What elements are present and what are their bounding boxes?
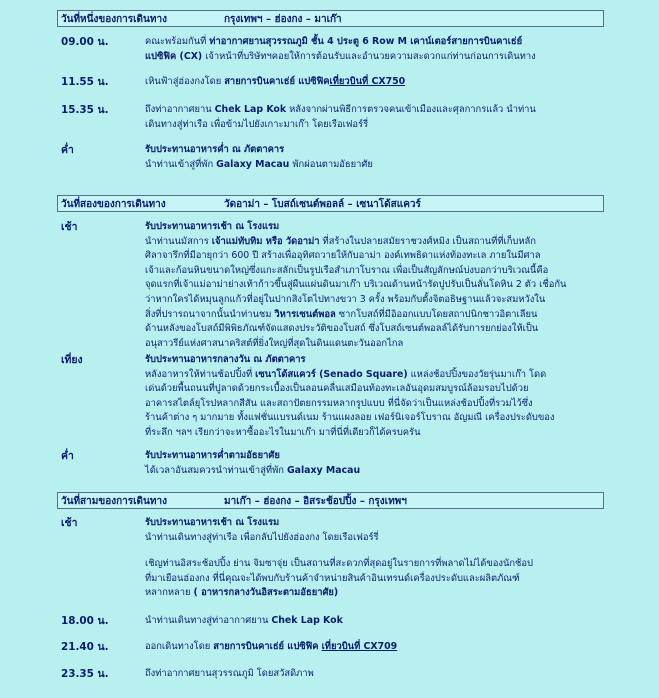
text: ถึงท่าอากาศยาน bbox=[145, 104, 215, 115]
text: ซากโบสถ์ที่มีอิออกแบบโดยสถาปนิกชาวอิตาเลียน bbox=[335, 308, 538, 320]
item-desc bbox=[145, 516, 645, 601]
text: เชิญท่านอิสระช้อปปิ้ง ย่าน จิมซาจุ่ย เป็นสถานที่สะดวกที่สุดอยู่ในรายการที่พลาดไม่ได้ของนักช้อป bbox=[145, 558, 533, 570]
item-time: เช้า bbox=[61, 221, 78, 233]
text-bold: เซนาโด้สแควร์ (Senado Square) bbox=[255, 368, 408, 380]
text: อนุสาวรีย์แห่งศาสนาคริสต์ที่ยิ่งใหญ่ที่สุดในดินแดนตะวันออกไกล bbox=[145, 337, 404, 349]
day1-title: วันที่หนึ่งของการเดินทาง bbox=[61, 14, 167, 25]
text: หลังอาหารให้ท่านช้อปปิ้งที่ bbox=[145, 368, 256, 380]
text: ที่สร้างในปลายสมัยราชวงศ์หมิง เป็นสถานที่ที่เก็บหลัก bbox=[319, 235, 536, 247]
item-desc bbox=[145, 640, 645, 655]
text: นำท่านเดินทางสู่ท่าอากาศยาน bbox=[145, 615, 272, 626]
text: หลากหลาย bbox=[145, 587, 191, 599]
text: อาคารสไตล์ยุโรปหลากสีสัน และสถาปัตยกรรมหลากรูปแบบ ที่นี่จัดว่าเป็นแหล่งช้อปปิ้งที่รวมไว้ซึ่ง bbox=[145, 397, 533, 409]
item-desc bbox=[145, 220, 645, 351]
text: เดินทางสู่ท่าเรือ เพื่อข้ามไปยังเกาะมาเก๊า โดยเรือเฟอร์รี่ bbox=[145, 118, 369, 130]
item-time: 21.40 น. bbox=[61, 641, 109, 653]
text-bold: Chek Lap Kok bbox=[271, 615, 343, 626]
text-bold: วิหารเซนต์พอล bbox=[274, 308, 336, 320]
day3-header bbox=[57, 492, 604, 509]
text: นำท่านเข้าสู่ที่พัก bbox=[145, 158, 217, 170]
meal-heading: รับประทานอาหารกลางวัน ณ ภัตตาคาร bbox=[145, 354, 306, 365]
item-desc bbox=[145, 75, 645, 90]
item-time: 11.55 น. bbox=[61, 76, 109, 88]
flight-number: เที่ยวบินที่ CX709 bbox=[321, 641, 398, 652]
text: ที่ระลึก ฯลฯ เรียกว่าจะหาซื้ออะไรในมาเก๊า มาที่นี่ที่เดียวก็ได้ครบครัน bbox=[145, 426, 421, 438]
text: จุดแรกที่เจ้าแม่อาม่าย่างเท้าก้าวขึ้นสู่ผืนแผ่นดินมาเก๊า บริเวณด้านหน้ารัดปูปรับเป็นลั่นโดหิน 2 ตัว เชื่อกัน bbox=[145, 279, 567, 291]
meal-heading: รับประทานอาหารเช้า ณ โรงแรม bbox=[145, 221, 280, 232]
text: เจ้าและก้อนหินขนาดใหญ่ซึ่งแกะสลักเป็นรูปเรือสำเภาโบราณ เพื่อเป็นสัญลักษณ์บ่งบอกว่าบริเวณนี้คือ bbox=[145, 264, 549, 276]
item-desc bbox=[145, 353, 645, 441]
text: เจ้าหน้าที่บริษัทฯคอยให้การต้อนรับและอำนวยความสะดวกแก่ท่านก่อนการเดินทาง bbox=[202, 50, 536, 62]
text-bold: เจ้าแม่ทับทิม หรือ วัดอาม่า bbox=[211, 235, 320, 247]
day3-route: มาเก๊า – ฮ่องกง – อิสระช้อปปิ้ง – กรุงเทพฯ bbox=[224, 496, 407, 507]
text-bold: สายการบินคาเธ่ย์ แปซิฟิค bbox=[224, 76, 330, 87]
item-desc bbox=[145, 35, 645, 64]
text: ได้เวลาอันสมควรนำท่านเข้าสู่ที่พัก bbox=[145, 464, 287, 476]
text: นำท่านเดินทางสู่ท่าเรือ เพื่อกลับไปยังฮ่องกง โดยเรือเฟอร์รี่ bbox=[145, 531, 379, 543]
item-time: 09.00 น. bbox=[61, 36, 109, 48]
text: หลังจากผ่านพิธีการตรวจคนเข้าเมืองและศุลกากรแล้ว นำท่าน bbox=[286, 104, 536, 115]
text-bold: สายการบินคาเธ่ย์ แปซิฟิค bbox=[213, 641, 319, 652]
item-time: 18.00 น. bbox=[61, 615, 109, 627]
item-desc bbox=[145, 449, 645, 478]
item-desc bbox=[145, 667, 645, 682]
item-time: เช้า bbox=[61, 517, 78, 529]
day3-title: วันที่สามของการเดินทาง bbox=[61, 496, 167, 507]
meal-heading: รับประทานอาหารค่ำตามอัธยาศัย bbox=[145, 450, 280, 461]
text-bold: ท่าอากาศยานสุวรรณภูมิ ชั้น 4 ประตู 6 Row M เคาน์เตอร์สายการบินคาเธ่ย์ bbox=[209, 36, 523, 47]
text: เหินฟ้าสู่ฮ่องกงโดย bbox=[145, 76, 225, 87]
meal-heading: รับประทานอาหารเช้า ณ โรงแรม bbox=[145, 517, 280, 528]
text: ว่าหากใครได้หมุนลูกแก้วที่อยู่ในปากสิงโตไปทางขวา 3 ครั้ง พร้อมกับตั้งจิตอธิษฐานแล้วจะสมหวังใน bbox=[145, 293, 546, 305]
text-bold: ( อาหารกลางวันอิสระตามอัธยาศัย) bbox=[193, 587, 339, 599]
text-bold: Chek Lap Kok bbox=[214, 104, 287, 115]
hotel-name: Galaxy Macau bbox=[216, 158, 290, 170]
text-bold: แปซิฟิค (CX) bbox=[145, 50, 203, 62]
text-bold: รับประทานอาหารค่ำ ณ ภัตตาคาร bbox=[145, 144, 285, 155]
text: พักผ่อนตามอัธยาศัย bbox=[289, 158, 373, 170]
item-desc bbox=[145, 614, 645, 629]
flight-number: เที่ยวบินที่ CX750 bbox=[329, 76, 406, 87]
text: คณะพร้อมกันที่ bbox=[145, 36, 210, 47]
text: ด้านหลังของโบสถ์มีพิพิธภัณฑ์จัดแสดงประวัติของโบสถ์ ซึ่งโบสถ์เซนต์พอลล์ได้รับการยกย่องให้เป็น bbox=[145, 323, 539, 335]
text: นำท่านนมัสการ bbox=[145, 235, 212, 247]
text: ถึงท่าอากาศยานสุวรรณภูมิ โดยสวัสดิภาพ bbox=[145, 668, 314, 679]
item-desc bbox=[145, 143, 645, 172]
item-time: ค่ำ bbox=[61, 144, 74, 156]
text: ที่มาเยือนฮ่องกง ที่นี่คุณจะได้พบกับร้านค้าจำหน่ายสินค้าอินเทรนด์เครื่องประดับและผลิตภัณฑ์ bbox=[145, 572, 520, 584]
text: ออกเดินทางโดย bbox=[145, 641, 214, 652]
item-time: 15.35 น. bbox=[61, 104, 109, 116]
text: เด่นด้วยพื้นถนนที่ปูลาดด้วยกระเบื้องเป็นลอนคลื่นเสมือนท้องทะเลอันอุดมสมบูรณ์ล้อมรอบไปด้วย bbox=[145, 383, 529, 395]
day1-route: กรุงเทพฯ – ฮ่องกง – มาเก๊า bbox=[224, 14, 342, 25]
item-time: 23.35 น. bbox=[61, 668, 109, 680]
item-desc bbox=[145, 103, 645, 132]
text: ร้านค้าต่าง ๆ มากมาย ทั้งแฟชั่นแบรนด์เนม ร้านแผงลอย เฟอร์นิเจอร์โบราณ อัญมณี เครื่องประดับของ bbox=[145, 412, 555, 424]
day2-header bbox=[57, 195, 604, 212]
item-time: ค่ำ bbox=[61, 450, 74, 462]
day2-route: วัดอาม่า – โบสถ์เซนต์พอลล์ – เซนาโด้สแควร์ bbox=[224, 199, 421, 210]
text: แหล่งช้อปปิ้งของวัยรุ่นมาเก๊า โดด bbox=[407, 368, 547, 380]
day2-title: วันที่สองของการเดินทาง bbox=[61, 199, 166, 210]
text: ศิลาจารึกที่มีอายุกว่า 600 ปี สร้างเพื่ออุทิศถวายให้กับอาม่า องค์เทพธิดาแห่งท้องทะเล ภายในมีศาล bbox=[145, 250, 541, 262]
hotel-name: Galaxy Macau bbox=[286, 464, 361, 476]
day1-header bbox=[57, 10, 604, 27]
text: สิ่งที่ปรารถนาจากนั้นนำท่านชม bbox=[145, 308, 275, 320]
item-time: เที่ยง bbox=[61, 354, 83, 366]
